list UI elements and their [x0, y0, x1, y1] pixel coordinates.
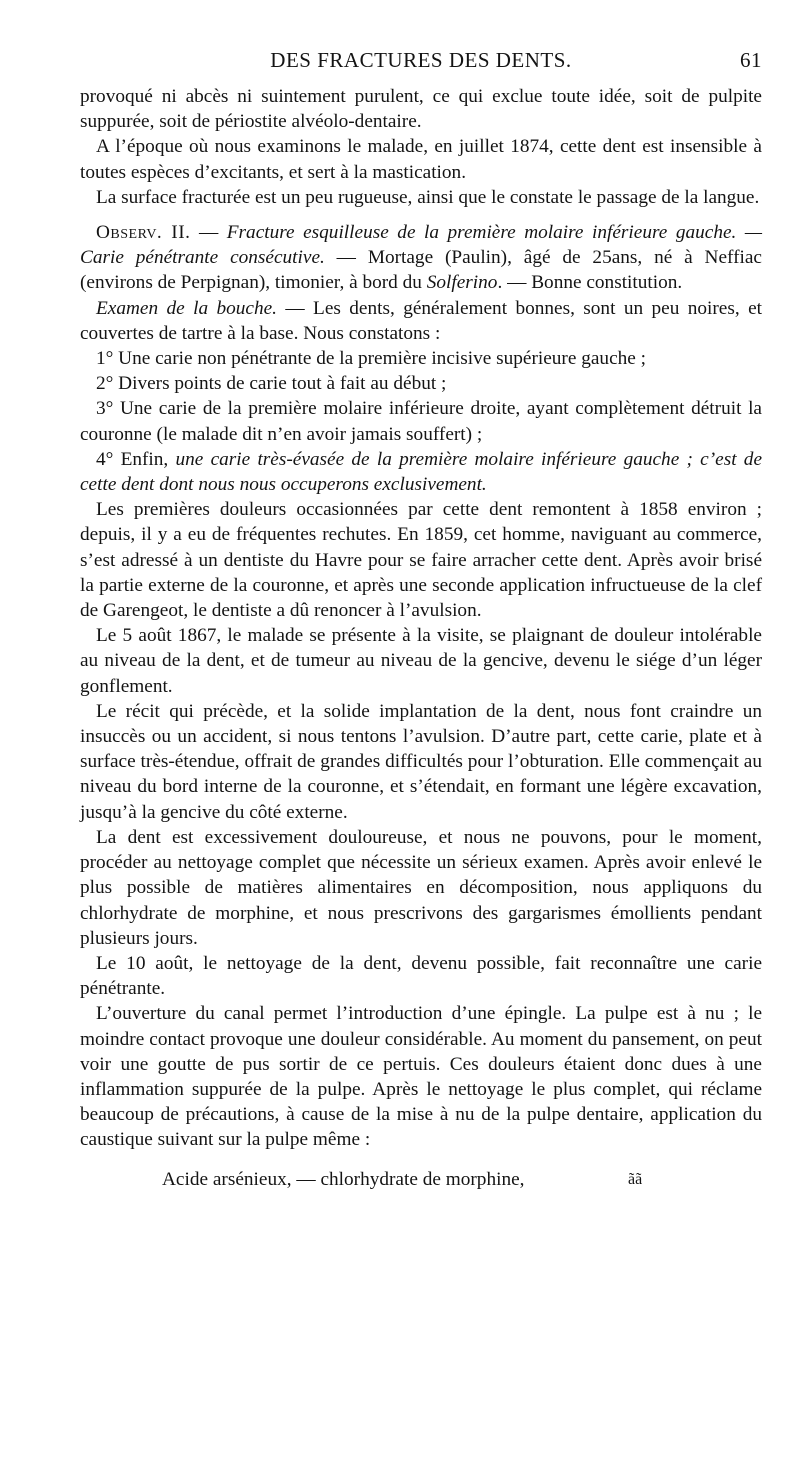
observation-heading [80, 220, 762, 296]
list-item-1: 1° Une carie non pénétrante de la première incisive supérieure gauche ; [96, 348, 647, 370]
running-header [80, 48, 762, 78]
page-body [80, 84, 762, 1193]
paragraph-recit: Le récit qui précède, et la solide implantation de la dent, nous font craindre un insuccès ou un accident, si nous tentons l’avulsion. D’autre part, cette carie, plate et à surface très-étendue, offrait de grandes difficultés pour l’obturation. Elle commençait au niveau du bord interne de la couronne, et s’étendait, en formant une légère excavation, jusqu’à la gencive du côté externe. [80, 700, 762, 823]
list-item-4-start: 4° Enfin, [96, 448, 176, 470]
observation-patient: — Mortage (Paulin), âgé de 25ans, né à Neffiac (environs de Perpignan), timonier, à bord du [80, 247, 762, 294]
prescription-formula [80, 1167, 762, 1193]
running-title: DES FRACTURES DES DENTS. [270, 48, 572, 72]
paragraph-5-aout: Le 5 août 1867, le malade se présente à la visite, se plaignant de douleur intolérable au niveau de la dent, et de tumeur au niveau de la gencive, devenu le siége d’un léger gonflement. [80, 625, 762, 697]
paragraph-ouverture: L’ouverture du canal permet l’introduction d’une épingle. La pulpe est à nu ; le moindre contact provoque une douleur considérable. Au moment du pansement, on peut voir une goutte de pus sortir de ce pertuis. Ces douleurs étaient donc dues à une inflammation suppurée de la pulpe. Après le nettoyage le plus complet, qui réclame beaucoup de précautions, à cause de la mise à nu de la pulpe dentaire, application du caustique suivant sur la pulpe même : [80, 1003, 762, 1151]
paragraph-douleurs: Les premières douleurs occasionnées par cette dent remontent à 1858 environ ; depuis, il y a eu de fréquentes rechutes. En 1859, cet homme, naviguant au commerce, s’est adressé à un dentiste du Havre pour se faire arracher cette dent. Après avoir brisé la partie externe de la couronne, et après une seconde application infructueuse de la clef de Garengeot, le dentiste a dû renoncer à l’avulsion. [80, 499, 762, 622]
paragraph-examen [80, 296, 762, 346]
paragraph-surface: La surface fracturée est un peu rugueuse, ainsi que le constate le passage de la langue. [96, 186, 760, 208]
list-item-4 [80, 447, 762, 497]
paragraph-dent: La dent est excessivement douloureuse, et nous ne pouvons, pour le moment, procéder au nettoyage complet que nécessite un sérieux examen. Après avoir enlevé le plus possible de matières alimentaires en décomposition, nous appliquons du chlorhydrate de morphine, et nous prescrivons des gargarismes émollients pendant plusieurs jours. [80, 826, 762, 949]
ship-name: Solferino [426, 272, 498, 294]
examen-text: — Les dents, généralement bonnes, sont un peu noires, et couvertes de tartre à la base. Nous constatons : [80, 297, 762, 344]
observation-label: Observ. II. [96, 222, 191, 244]
paragraph-epoque: A l’époque où nous examinons le malade, en juillet 1874, cette dent est insensible à toutes espèces d’excitants, et sert à la mastication. [80, 136, 762, 183]
paragraph-continuation: provoqué ni abcès ni suintement purulent, ce qui exclue toute idée, soit de pulpite suppurée, soit de périostite alvéolo-dentaire. [80, 86, 762, 133]
list-item-4-emphasis: une carie très-évasée de la première molaire inférieure gauche ; c’est de cette dent dont nous nous occuperons exclusivement. [80, 448, 762, 496]
observation-dash: — [190, 222, 227, 244]
paragraph-10-aout: Le 10 août, le nettoyage de la dent, devenu possible, fait reconnaître une carie pénétrante. [80, 952, 762, 1000]
formula-text: Acide arsénieux, — chlorhydrate de morphine, [162, 1168, 525, 1190]
observation-constitution: . — Bonne constitution. [497, 272, 683, 294]
formula-ana: ãã [628, 1170, 643, 1188]
list-item-2: 2° Divers points de carie tout à fait au début ; [96, 373, 447, 395]
observation-title: Fracture esquilleuse de la première molaire inférieure gauche. — Carie pénétrante consécutive. [80, 222, 763, 269]
page-number: 61 [740, 48, 762, 72]
examen-heading: Examen de la bouche. [96, 297, 277, 319]
list-item-3: 3° Une carie de la première molaire inférieure droite, ayant complètement détruit la couronne (le malade dit n’en avoir jamais souffert) ; [80, 398, 762, 445]
